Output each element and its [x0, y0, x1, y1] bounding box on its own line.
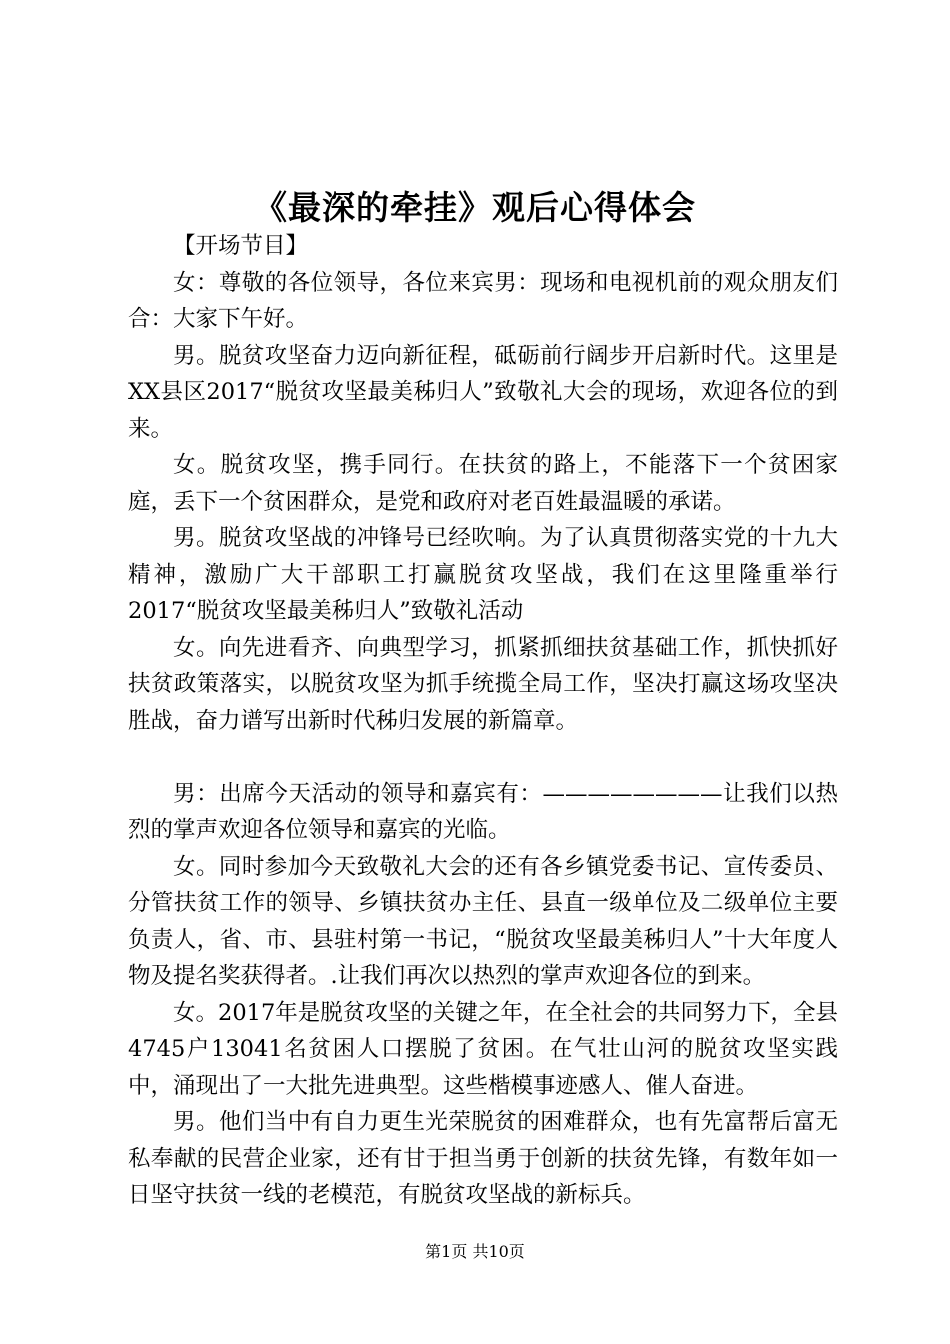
paragraph: 男。脱贫攻坚战的冲锋号已经吹响。为了认真贯彻落实党的十九大精神，激励广大干部职工打赢脱贫攻坚战，我们在这里隆重举行2017“脱贫攻坚最美秭归人”致敬礼活动 — [128, 525, 838, 624]
paragraph: 女：尊敬的各位领导，各位来宾男：现场和电视机前的观众朋友们合：大家下午好。 — [128, 269, 838, 332]
paragraph: 女。向先进看齐、向典型学习，抓紧抓细扶贫基础工作，抓快抓好扶贫政策落实，以脱贫攻坚为抓手统揽全局工作，坚决打赢这场攻坚决胜战，奋力谱写出新时代秭归发展的新篇章。 — [128, 634, 838, 734]
page-number-footer: 第1页 共10页 — [425, 1242, 525, 1261]
paragraph: 男：出席今天活动的领导和嘉宾有：————————让我们以热烈的掌声欢迎各位领导和嘉宾的光临。 — [128, 780, 838, 843]
document-title: 《最深的牵挂》观后心得体会 — [254, 188, 696, 227]
document-body — [128, 228, 838, 1214]
paragraph: 女。脱贫攻坚，携手同行。在扶贫的路上，不能落下一个贫困家庭，丢下一个贫困群众，是党和政府对老百姓最温暖的承诺。 — [128, 452, 838, 515]
paragraph-opening-label: 【开场节目】 — [173, 233, 309, 259]
paragraph: 女。同时参加今天致敬礼大会的还有各乡镇党委书记、宣传委员、分管扶贫工作的领导、乡镇扶贫办主任、县直一级单位及二级单位主要负责人，省、市、县驻村第一书记，“脱贫攻坚最美秭归人”十大年度人物及提名奖获得者。.让我们再次以热烈的掌声欢迎各位的到来。 — [128, 853, 838, 989]
paragraph: 男。他们当中有自力更生光荣脱贫的困难群众，也有先富帮后富无私奉献的民营企业家，还有甘于担当勇于创新的扶贫先锋，有数年如一日坚守扶贫一线的老模范，有脱贫攻坚战的新标兵。 — [128, 1109, 838, 1208]
blank-line — [128, 739, 838, 776]
paragraph: 男。脱贫攻坚奋力迈向新征程，砥砺前行阔步开启新时代。这里是XX县区2017“脱贫攻坚最美秭归人”致敬礼大会的现场，欢迎各位的到来。 — [128, 342, 838, 442]
paragraph: 女。2017年是脱贫攻坚的关键之年，在全社会的共同努力下，全县4745户13041名贫困人口摆脱了贫困。在气壮山河的脱贫攻坚实践中，涌现出了一大批先进典型。这些楷模事迹感人、催人奋进。 — [128, 999, 838, 1099]
